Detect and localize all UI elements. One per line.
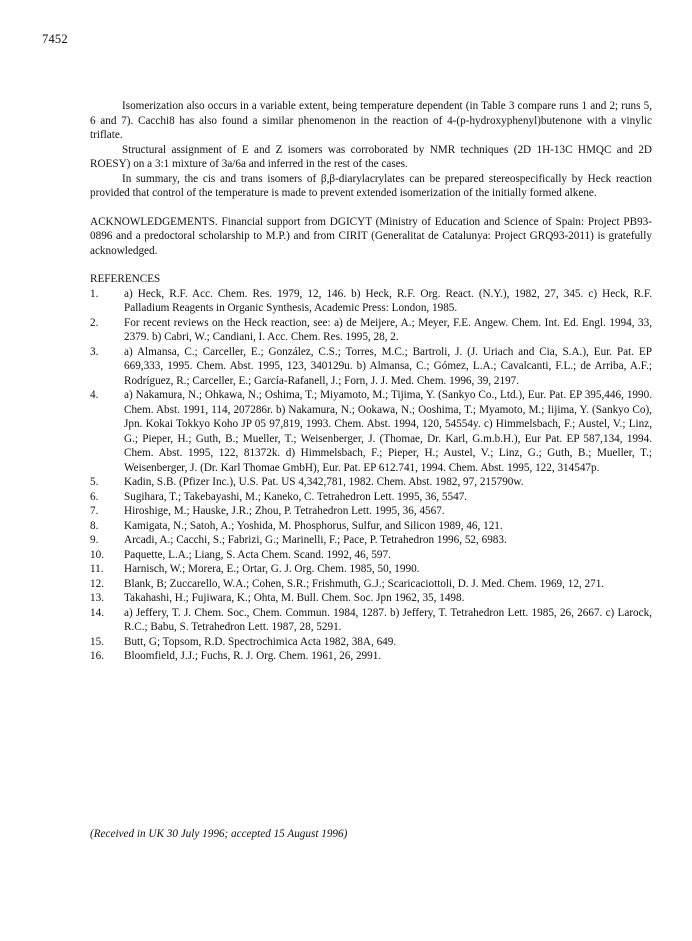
reference-item	[90, 591, 652, 606]
reference-number: 7.	[90, 505, 99, 517]
reference-text: a) Jeffery, T. J. Chem. Soc., Chem. Commun. 1984, 1287. b) Jeffery, T. Tetrahedron Lett. 1985, 26, 2667. c) Larock, R.C.; Babu, S. Tetrahedron Lett. 1987, 28, 5291.	[124, 606, 652, 633]
references-heading: REFERENCES	[90, 273, 161, 285]
reference-text: a) Heck, R.F. Acc. Chem. Res. 1979, 12, 146. b) Heck, R.F. Org. React. (N.Y.), 1982, 27, 345. c) Heck, R.F. Palladium Reagents in Organic Synthesis, Academic Press: London, 1985.	[124, 287, 652, 314]
reference-text: Hiroshige, M.; Hauske, J.R.; Zhou, P. Tetrahedron Lett. 1995, 36, 4567.	[124, 505, 445, 517]
reference-text: Harnisch, W.; Morera, E.; Ortar, G. J. Org. Chem. 1985, 50, 1990.	[124, 563, 420, 575]
reference-item	[90, 533, 652, 548]
reference-item	[90, 475, 652, 490]
reference-item	[90, 388, 652, 475]
reference-number: 12.	[90, 577, 104, 590]
reference-text: Kadin, S.B. (Pfizer Inc.), U.S. Pat. US 4,342,781, 1982. Chem. Abst. 1982, 97, 215790w.	[124, 476, 524, 488]
reference-item	[90, 504, 652, 519]
reference-text: Bloomfield, J.J.; Fuchs, R. J. Org. Chem. 1961, 26, 2991.	[124, 650, 382, 662]
reference-number: 8.	[90, 519, 99, 532]
reference-text: Takahashi, H.; Fujiwara, K.; Ohta, M. Bull. Chem. Soc. Jpn 1962, 35, 1498.	[124, 592, 465, 604]
reference-item	[90, 606, 652, 635]
reference-text: Butt, G; Topsom, R.D. Spectrochimica Acta 1982, 38A, 649.	[124, 635, 397, 648]
reference-item	[90, 287, 652, 316]
reference-text: Paquette, L.A.; Liang, S. Acta Chem. Scand. 1992, 46, 597.	[124, 548, 391, 561]
body-paragraph-summary: In summary, the cis and trans isomers of β,β-diarylacrylates can be prepared stereospecifically by Heck reaction provided that control of the temperature is made to prevent extended isomerization of the initially formed alkene.	[90, 172, 652, 199]
reference-text: a) Nakamura, N.; Ohkawa, N.; Oshima, T.; Miyamoto, M.; Tijima, Y. (Sankyo Co., Ltd.), Eur. Pat. EP 395,446, 1990. Chem. Abst. 1991, 114, 207286r. b) Nakamura, N.; Ookawa, N.; Ooshima, T.; Myamoto, M.; Iijima, Y. (Sankyo Co), Jpn. Kokai Tokkyo Koho JP 05 97,819, 1993. Chem. Abst. 1994, 120, 54554y. c) Himmelsbach, F.; Austel, V.; Linz, G.; Pieper, H.; Guth, B.; Mueller, T.; Weisenberger, J. (Thomae, Dr. Karl, G.m.b.H.), Eur Pat. EP 587,134, 1994. Chem. Abst. 1995, 122, 81372k. d) Himmelsbach, F.; Pieper, H.; Austel, V.; Linz, G.; Guth, B.; Mueller, T.; Weisenberger, J. (Dr. Karl Thomae GmbH), Eur. Pat. EP 612.741, 1994. Chem. Abst. 1995, 122, 314547p.	[124, 389, 652, 474]
reference-number: 1.	[90, 287, 99, 300]
reference-item	[90, 635, 652, 650]
reference-number: 16.	[90, 650, 104, 662]
reference-text: a) Almansa, C.; Carceller, E.; González, C.S.; Torres, M.C.; Bartroli, J. (J. Uriach and Cia, S.A.), Eur. Pat. EP 669,333, 1995. Chem. Abst. 1995, 123, 340129u. b) Almansa, C.; Gómez, L.A.; Cavalcanti, F.L.; de Arriba, A.F.; Rodríguez, R.; Carceller, E.; García-Rafanell, J.; Forn, J. J. Med. Chem. 1996, 39, 2197.	[124, 345, 652, 387]
reference-number: 11.	[90, 563, 104, 575]
reference-text: Kamigata, N.; Satoh, A.; Yoshida, M. Phosphorus, Sulfur, and Silicon 1989, 46, 121.	[124, 519, 503, 532]
reference-item	[90, 316, 652, 345]
references-list	[90, 287, 652, 664]
reference-text: For recent reviews on the Heck reaction, see: a) de Meijere, A.; Meyer, F.E. Angew. Chem. Int. Ed. Engl. 1994, 33, 2379. b) Cabri, W.; Candiani, I. Acc. Chem. Res. 1995, 28, 2.	[124, 316, 652, 343]
article-body	[90, 99, 652, 664]
reference-text: Blank, B; Zuccarello, W.A.; Cohen, S.R.; Frishmuth, G.J.; Scaricaciottoli, D. J. Med. Chem. 1969, 12, 271.	[124, 577, 605, 590]
reference-number: 14.	[90, 606, 104, 619]
reference-number: 6.	[90, 490, 99, 503]
reference-number: 4.	[90, 389, 99, 401]
reference-number: 9.	[90, 534, 99, 546]
reference-number: 5.	[90, 476, 99, 488]
body-paragraph-isomerization: Isomerization also occurs in a variable extent, being temperature dependent (in Table 3 compare runs 1 and 2; runs 5, 6 and 7). Cacchi8 has also found a similar phenomenon in the reaction of 4-(p-hydroxyphenyl)butenone with a vinylic triflate.	[90, 100, 652, 141]
reference-number: 15.	[90, 635, 104, 648]
reference-number: 13.	[90, 592, 104, 604]
reference-item	[90, 345, 652, 389]
reference-number: 2.	[90, 316, 99, 329]
reference-text: Sugihara, T.; Takebayashi, M.; Kaneko, C. Tetrahedron Lett. 1995, 36, 5547.	[124, 490, 468, 503]
acknowledgements-paragraph: ACKNOWLEDGEMENTS. Financial support from DGICYT (Ministry of Education and Science of Spain: Project PB93-0896 and a predoctoral scholarship to M.P.) and from CIRIT (Generalitat de Catalunya: Project GRQ93-2011) is gratefully acknowledged.	[90, 215, 652, 257]
reference-item	[90, 649, 652, 664]
received-note: (Received in UK 30 July 1996; accepted 15 August 1996)	[90, 828, 348, 840]
reference-text: Arcadi, A.; Cacchi, S.; Fabrizi, G.; Marinelli, F.; Pace, P. Tetrahedron 1996, 52, 6983.	[124, 534, 507, 546]
body-paragraph-structural-assignment: Structural assignment of E and Z isomers was corroborated by NMR techniques (2D 1H-13C HMQC and 2D ROESY) on a 3:1 mixture of 3a/6a and inferred in the rest of the cases.	[90, 143, 652, 170]
reference-item	[90, 548, 652, 563]
page-number: 7452	[42, 32, 68, 46]
reference-item	[90, 519, 652, 534]
reference-item	[90, 577, 652, 592]
reference-number: 10.	[90, 548, 104, 561]
reference-number: 3.	[90, 345, 99, 358]
reference-item	[90, 490, 652, 505]
reference-item	[90, 562, 652, 577]
